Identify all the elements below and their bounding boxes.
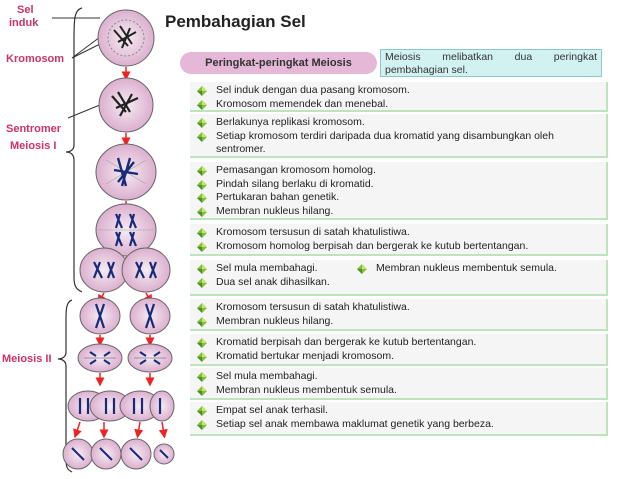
- bullet-icon: [196, 241, 208, 253]
- bullet-line: [196, 240, 602, 254]
- bullet-icon: [196, 385, 208, 397]
- bullet-icon: [196, 419, 208, 431]
- bullet-text: Membran nukleus membentuk semula.: [216, 383, 397, 396]
- bullet-line: [196, 98, 602, 112]
- stages-pill-label: Peringkat-peringkat Meiosis: [180, 52, 377, 74]
- bullet-text: Empat sel anak terhasil.: [216, 404, 329, 416]
- bullet-text: Membran nukleus hilang.: [216, 204, 334, 217]
- bullet-icon: [196, 405, 208, 417]
- bullet-line: [196, 84, 602, 98]
- bullet-icon: [196, 302, 208, 314]
- bullet-icon: [196, 316, 208, 328]
- bullet-text: Sel induk dengan dua pasang kromosom.: [216, 84, 410, 96]
- bullet-line: [196, 350, 602, 364]
- label-meiosis-1: Meiosis I: [10, 140, 57, 152]
- stage-box-9: [190, 402, 608, 436]
- bullet-text: Pemasangan kromosom homolog.: [216, 164, 376, 176]
- bullet-line: [196, 315, 602, 329]
- meiosis1-brace: [66, 8, 82, 292]
- stage-box-3: [190, 162, 608, 220]
- bullet-line: [196, 130, 602, 157]
- bullet-text: Membran nukleus hilang.: [216, 314, 334, 327]
- bullet-line: [196, 301, 602, 315]
- stage-box-8: [190, 368, 608, 400]
- bullet-text: Kromosom homolog berpisah dan bergerak ke kutub bertentangan.: [216, 239, 529, 252]
- label-sel-induk-1: Sel: [17, 4, 34, 16]
- cell-stage-7: [78, 344, 172, 372]
- label-meiosis-2: Meiosis II: [2, 353, 52, 365]
- meiosis-cell-diagram: [0, 0, 175, 479]
- bullet-icon: [196, 99, 208, 111]
- bullet-line: [196, 276, 356, 290]
- bullet-icon: [196, 277, 208, 289]
- bullet-icon: [196, 206, 208, 218]
- bullet-text: Setiap sel anak membawa maklumat genetik yang berbeza.: [216, 417, 494, 430]
- label-sel-induk-2: induk: [9, 17, 39, 29]
- bullet-line: [196, 384, 602, 398]
- stage-box-2: [190, 114, 608, 158]
- stage-box-4: [190, 224, 608, 256]
- bullet-line: [196, 336, 602, 350]
- bullet-icon: [196, 131, 208, 143]
- bullet-line: [196, 116, 602, 130]
- cell-stage-6: [80, 298, 170, 334]
- bullet-line: [196, 191, 602, 205]
- bullet-line: [196, 178, 602, 192]
- bullet-text: Kromatid bertukar menjadi kromosom.: [216, 349, 394, 362]
- bullet-line: [196, 164, 602, 178]
- bullet-text: Dua sel anak dihasilkan.: [216, 275, 330, 288]
- bullet-icon: [196, 337, 208, 349]
- bullet-line: [356, 262, 602, 276]
- bullet-icon: [196, 351, 208, 363]
- bullet-text: Setiap kromosom terdiri daripada dua kromatid yang disambungkan oleh sentromer.: [216, 129, 554, 155]
- label-sentromer: Sentromer: [6, 123, 62, 135]
- bullet-line: [196, 205, 602, 219]
- bullet-text: Sel mula membahagi.: [216, 370, 318, 382]
- stage-box-1: [190, 82, 608, 112]
- bullet-text: Sel mula membahagi.: [216, 262, 318, 274]
- page-title: Pembahagian Sel: [165, 12, 306, 31]
- cell-stage-2: [99, 78, 153, 132]
- bullet-icon: [196, 179, 208, 191]
- bullet-text: Pindah silang berlaku di kromatid.: [216, 177, 374, 190]
- bullet-line: [196, 226, 602, 240]
- cell-stage-9: [63, 439, 174, 469]
- cell-stage-3: [96, 144, 156, 200]
- cell-stage-1: [98, 10, 154, 66]
- bullet-icon: [196, 371, 208, 383]
- bullet-text: Kromosom memendek dan menebal.: [216, 97, 389, 110]
- bullet-icon: [196, 117, 208, 129]
- bullet-icon: [196, 227, 208, 239]
- label-kromosom: Kromosom: [6, 53, 65, 65]
- stage-box-7: [190, 334, 608, 366]
- bullet-line: [196, 262, 356, 276]
- stage-box-6: [190, 299, 608, 331]
- bullet-text: Kromosom tersusun di satah khatulistiwa.: [216, 301, 410, 313]
- bullet-icon: [196, 263, 208, 275]
- cell-stage-8: [68, 391, 174, 421]
- bullet-text: Pertukaran bahan genetik.: [216, 191, 340, 203]
- bullet-icon: [196, 192, 208, 204]
- bullet-line: [196, 370, 602, 384]
- bullet-icon: [356, 263, 368, 275]
- bullet-line: [196, 418, 602, 432]
- meiosis-note: Meiosis melibatkan dua peringkat pembahagian sel.: [380, 49, 602, 77]
- bullet-text: Berlakunya replikasi kromosom.: [216, 116, 365, 128]
- bullet-icon: [196, 165, 208, 177]
- bullet-icon: [196, 85, 208, 97]
- bullet-text: Membran nukleus membentuk semula.: [376, 262, 557, 274]
- bullet-line: [196, 404, 602, 418]
- bullet-text: Kromatid berpisah dan bergerak ke kutub bertentangan.: [216, 336, 477, 348]
- bullet-text: Kromosom tersusun di satah khatulistiwa.: [216, 226, 410, 238]
- stage-box-5: [190, 260, 608, 296]
